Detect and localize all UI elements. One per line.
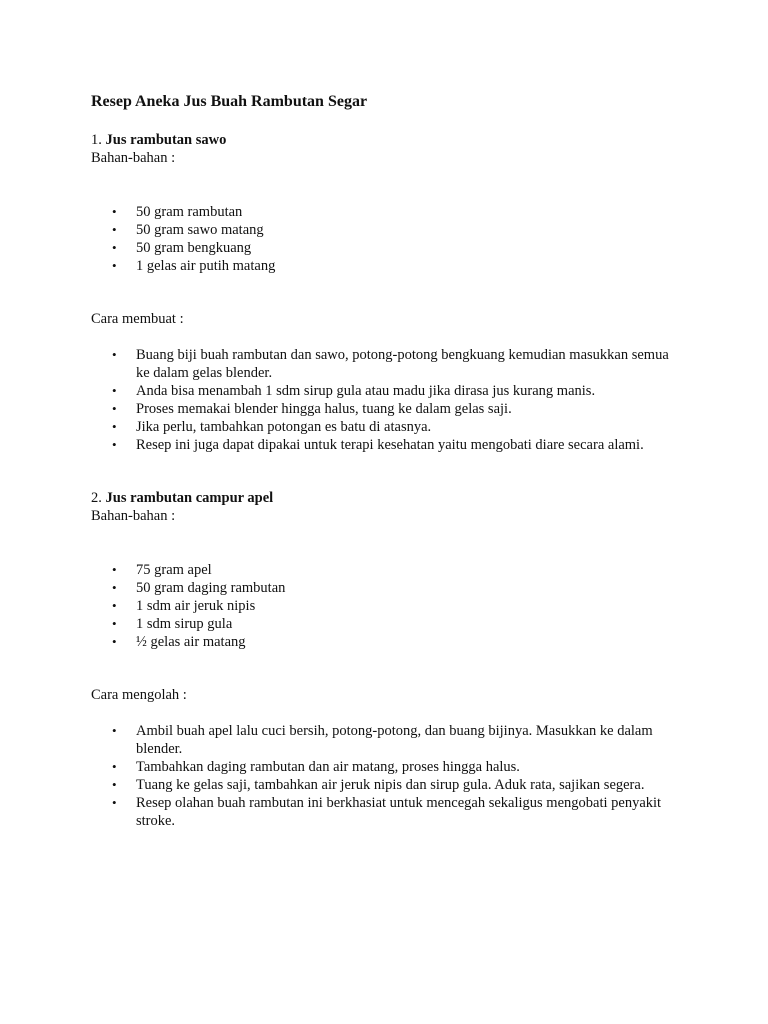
bullet-icon: • (112, 347, 117, 362)
bullet-icon: • (112, 240, 117, 255)
section-1-heading (91, 131, 226, 149)
list-item: • 1 sdm sirup gula (112, 616, 233, 632)
bullet-icon: • (112, 419, 117, 434)
section-2-ingredients-label: Bahan-bahan : (91, 508, 176, 524)
section-2-number: 2. (91, 490, 102, 506)
bullet-icon: • (112, 383, 117, 398)
bullet-icon: • (112, 562, 117, 577)
bullet-icon: • (112, 258, 117, 273)
section-2-name: Jus rambutan campur apel (105, 490, 274, 506)
bullet-icon: • (112, 580, 117, 595)
list-item: • Tambahkan daging rambutan dan air matang, proses hingga halus. (112, 759, 520, 775)
bullet-icon: • (112, 777, 117, 792)
list-item: • 50 gram bengkuang (112, 240, 252, 256)
list-item: • Anda bisa menambah 1 sdm sirup gula atau madu jika dirasa jus kurang manis. (112, 383, 596, 399)
list-item: • Resep olahan buah rambutan ini berkhasiat untuk mencegah sekaligus mengobati penyakit stroke. (112, 795, 662, 829)
list-item: • Ambil buah apel lalu cuci bersih, potong-potong, dan buang bijinya. Masukkan ke dalam blender. (112, 723, 653, 757)
list-item: • Resep ini juga dapat dipakai untuk terapi kesehatan yaitu mengobati diare secara alami. (112, 437, 644, 453)
bullet-icon: • (112, 795, 117, 810)
list-item: • 50 gram sawo matang (112, 222, 264, 238)
list-item: • ½ gelas air matang (112, 634, 246, 650)
section-1-ingredients-label: Bahan-bahan : (91, 150, 176, 166)
section-2-heading (91, 489, 273, 507)
section-1-steps-list (91, 346, 681, 454)
list-item: • Proses memakai blender hingga halus, tuang ke dalam gelas saji. (112, 401, 512, 417)
list-item: • 1 sdm air jeruk nipis (112, 598, 256, 614)
section-2-ingredients-list (91, 561, 681, 651)
list-item: • 50 gram daging rambutan (112, 580, 286, 596)
section-1-ingredients-list (91, 203, 681, 275)
bullet-icon: • (112, 401, 117, 416)
list-item: • 75 gram apel (112, 562, 212, 578)
list-item: • Jika perlu, tambahkan potongan es batu di atasnya. (112, 419, 432, 435)
bullet-icon: • (112, 723, 117, 738)
bullet-icon: • (112, 759, 117, 774)
bullet-icon: • (112, 204, 117, 219)
bullet-icon: • (112, 222, 117, 237)
section-2-steps-list (91, 722, 681, 830)
list-item: • 50 gram rambutan (112, 204, 243, 220)
bullet-icon: • (112, 598, 117, 613)
list-item: • Tuang ke gelas saji, tambahkan air jeruk nipis dan sirup gula. Aduk rata, sajikan segera. (112, 777, 645, 793)
bullet-icon: • (112, 437, 117, 452)
bullet-icon: • (112, 616, 117, 631)
section-2-steps-label: Cara mengolah : (91, 687, 187, 703)
section-1-steps-label: Cara membuat : (91, 311, 184, 327)
document-title: Resep Aneka Jus Buah Rambutan Segar (91, 93, 368, 110)
section-1-number: 1. (91, 132, 102, 148)
bullet-icon: • (112, 634, 117, 649)
list-item: • Buang biji buah rambutan dan sawo, potong-potong bengkuang kemudian masukkan semua ke dalam gelas blender. (112, 347, 669, 381)
section-1-name: Jus rambutan sawo (105, 132, 227, 148)
list-item: • 1 gelas air putih matang (112, 258, 276, 274)
